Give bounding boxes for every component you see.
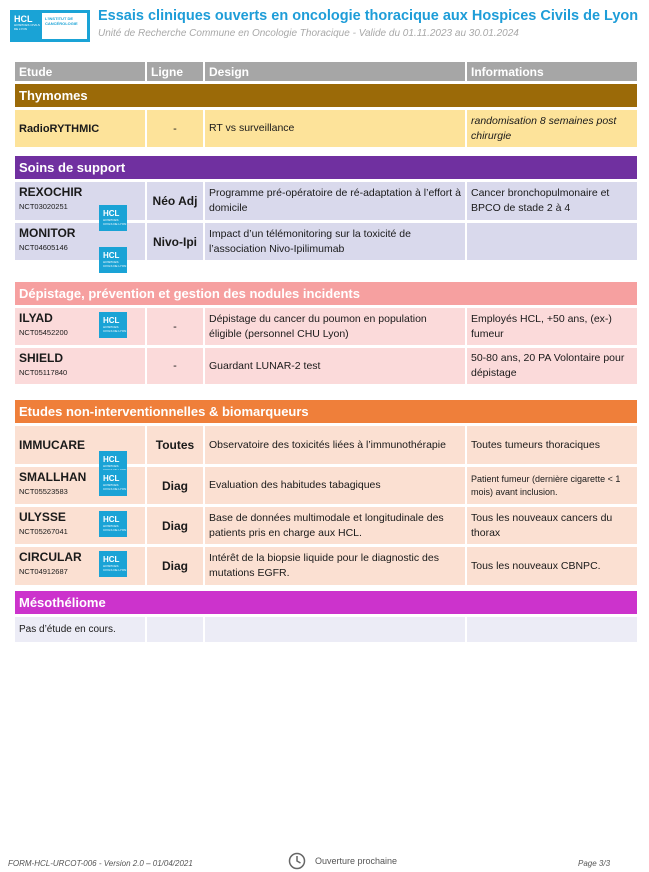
design-cell: Evaluation des habitudes tabagiques <box>205 467 467 504</box>
study-cell <box>15 467 147 504</box>
table-row <box>15 547 637 585</box>
design-cell <box>205 617 467 642</box>
study-name: ULYSSE <box>19 510 66 524</box>
logo-sub: HOSPICES CIVILS DE LYON <box>14 23 40 31</box>
hcl-badge-icon: HCL HOSPICES CIVILS DE LYON <box>99 511 127 537</box>
info-cell: Toutes tumeurs thoraciques <box>471 438 600 451</box>
info-cell: Tous les nouveaux CBNPC. <box>471 559 601 572</box>
ligne-cell: Diag <box>147 507 205 544</box>
study-name: REXOCHIR <box>19 185 83 199</box>
study-name: CIRCULAR <box>19 550 82 564</box>
study-cell <box>15 426 147 468</box>
page-number: Page 3/3 <box>578 859 611 868</box>
design-cell: Dépistage du cancer du poumon en population éligible (personnel CHU Lyon) <box>205 308 467 345</box>
study-cell <box>15 110 147 147</box>
info-cell: randomisation 8 semaines post chirurgie <box>471 114 617 142</box>
study-name: RadioRYTHMIC <box>19 122 100 135</box>
info-cell: Patient fumeur (dernière cigarette < 1 mois) avant inclusion. <box>471 473 621 497</box>
hcl-badge-icon: HCL HOSPICES CIVILS DE LYON <box>99 247 127 273</box>
column-header-etude: Etude <box>15 62 147 81</box>
hcl-badge-icon: HCL HOSPICES CIVILS DE LYON <box>99 470 127 496</box>
legend-opening <box>288 852 397 870</box>
column-header-informations: Informations <box>467 62 637 81</box>
nct-number: NCT05452200 <box>19 328 68 337</box>
table-row <box>15 617 637 642</box>
page-subtitle: Unité de Recherche Commune en Oncologie Thoracique - Valide du 01.11.2023 au 30.01.2024 <box>98 28 519 39</box>
study-cell <box>15 507 147 544</box>
hcl-badge-icon: HCL HOSPICES CIVILS DE LYON <box>99 312 127 338</box>
ligne-cell: Néo Adj <box>147 182 205 220</box>
study-cell <box>15 617 147 642</box>
ligne-cell: Diag <box>147 547 205 585</box>
info-cell: Tous les nouveaux cancers du thorax <box>471 511 613 539</box>
study-name: IMMUCARE <box>19 438 85 452</box>
design-cell: Intérêt de la biopsie liquide pour le diagnostic des mutations EGFR. <box>205 547 467 585</box>
info-cell <box>467 223 637 260</box>
hcl-logo <box>10 10 90 42</box>
info-cell <box>467 617 637 642</box>
info-cell: Cancer bronchopulmonaire et BPCO de stade 2 à 4 <box>471 187 610 214</box>
study-cell <box>15 348 147 384</box>
table-row <box>15 348 637 384</box>
page-title: Essais cliniques ouverts en oncologie thoracique aux Hospices Civils de Lyon <box>98 8 639 24</box>
study-cell <box>15 223 147 268</box>
design-cell: Impact d’un télémonitoring sur la toxicité de l’association Nivo-Ipilimumab <box>205 223 467 260</box>
ligne-cell <box>147 617 205 642</box>
study-cell <box>15 182 147 226</box>
study-cell <box>15 547 147 585</box>
nct-number: NCT04912687 <box>19 567 68 576</box>
nct-number: NCT05523583 <box>19 487 68 496</box>
column-header-design: Design <box>205 62 467 81</box>
nct-number: NCT03020251 <box>19 202 68 211</box>
design-cell: Base de données multimodale et longitudinale des patients pris en charge aux HCL. <box>205 507 467 544</box>
opening-label: Ouverture prochaine <box>315 856 398 866</box>
form-reference: FORM-HCL-URCOT-006 - Version 2.0 – 01/04/2021 <box>8 859 193 868</box>
no-study-text: Pas d’étude en cours. <box>19 624 116 635</box>
logo-text: HCL <box>14 14 33 24</box>
section-soins-de-support: Soins de support <box>15 156 637 179</box>
section-depistage: Dépistage, prévention et gestion des nodules incidents <box>15 282 637 305</box>
info-cell: Employés HCL, +50 ans, (ex-) fumeur <box>471 312 612 340</box>
hcl-badge-icon: HCL HOSPICES CIVILS DE LYON <box>99 551 127 577</box>
section-thymomes: Thymomes <box>15 84 637 107</box>
study-name: SHIELD <box>19 351 64 365</box>
study-name: MONITOR <box>19 226 76 240</box>
trials-table <box>15 62 637 645</box>
design-cell: Observatoire des toxicités liées à l’immunothérapie <box>205 426 467 464</box>
section-etudes-non-interventionnelles: Etudes non-interventionnelles & biomarqueurs <box>15 400 637 423</box>
table-row <box>15 182 637 226</box>
clock-icon <box>288 852 306 870</box>
hcl-badge-icon: HCL HOSPICES CIVILS DE LYON <box>99 205 127 231</box>
table-row <box>15 223 637 268</box>
ligne-cell: Toutes <box>147 426 205 464</box>
ligne-cell: - <box>147 348 205 384</box>
hcl-badge-icon: HCL HOSPICES <box>99 451 127 477</box>
nct-number: NCT05267041 <box>19 527 68 536</box>
table-header <box>15 62 637 81</box>
table-row <box>15 507 637 544</box>
design-cell: RT vs surveillance <box>205 110 467 147</box>
logo-institute: L'INSTITUT DE CANCÉROLOGIE <box>42 13 87 39</box>
table-row <box>15 467 637 504</box>
nct-number: NCT04605146 <box>19 243 68 252</box>
study-cell <box>15 308 147 345</box>
design-cell: Guardant LUNAR-2 test <box>205 348 467 384</box>
ligne-cell: Diag <box>147 467 205 504</box>
column-header-ligne: Ligne <box>147 62 205 81</box>
design-cell: Programme pré-opératoire de ré-adaptation à l’effort à domicile <box>205 182 467 220</box>
table-row <box>15 426 637 468</box>
ligne-cell: Nivo-Ipi <box>147 223 205 260</box>
table-row <box>15 110 637 147</box>
table-row <box>15 308 637 345</box>
study-name: SMALLHAN <box>19 470 87 484</box>
info-cell: 50-80 ans, 20 PA Volontaire pour dépistage <box>471 352 625 379</box>
ligne-cell: - <box>147 110 205 147</box>
nct-number: NCT05117840 <box>19 368 68 377</box>
ligne-cell: - <box>147 308 205 345</box>
section-mesotheliome: Mésothéliome <box>15 591 637 614</box>
study-name: ILYAD <box>19 311 53 325</box>
